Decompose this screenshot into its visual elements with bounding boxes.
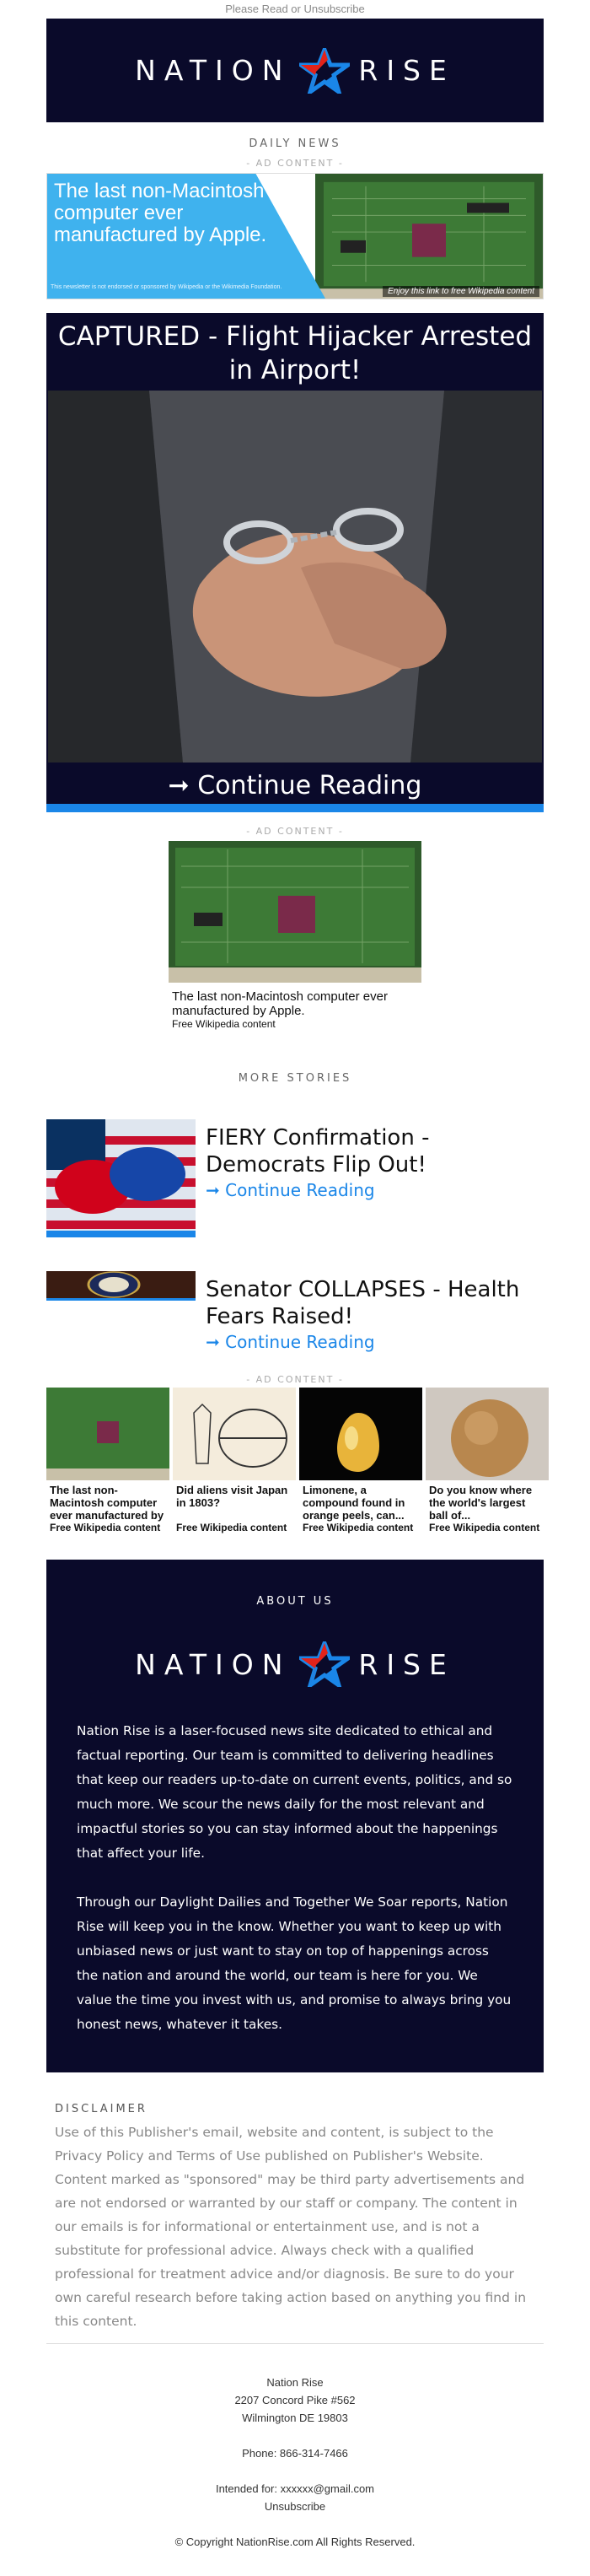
story-item[interactable] (46, 1119, 544, 1237)
star-logo-icon (299, 48, 350, 94)
story-headline: Senator COLLAPSES - Health Fears Raised! (206, 1277, 520, 1329)
ad-content-label: - AD CONTENT - (246, 826, 344, 837)
disclaimer-label: DISCLAIMER (55, 2103, 148, 2115)
daily-news-label: DAILY NEWS (249, 137, 341, 150)
logo-word-nation: NATION (135, 54, 292, 87)
ad-grid-card[interactable] (299, 1388, 422, 1533)
about-us-section (46, 1560, 544, 2072)
ad-grid-card[interactable] (426, 1388, 549, 1533)
feature-accent-bar (46, 804, 544, 812)
limonene-pear-image (299, 1388, 422, 1480)
ad-card-title: The last non-Macintosh computer ever manufactured by Apple. (172, 989, 388, 1018)
disclaimer-text: Use of this Publisher's email, website and content, is subject to the Privacy Policy and Terms of Use published on Publisher's Website. Content marked as "sponsored" may be third party advertisements and are not endorsed or warranted by our staff or company. The content in our emails is for informational or entertainment use, and is not a substitute for professional advice. Always check with a qualified professional for treatment advice and/or diagnosis. Be sure to do your own careful research before taking action based on anything you find in this content. (55, 2125, 527, 2329)
top-ad-caption: Enjoy this link to free Wikipedia content (383, 286, 539, 297)
more-stories-label: MORE STORIES (238, 1072, 352, 1085)
ad-grid-card-title: The last non-Macintosh computer ever manufactured by (50, 1484, 164, 1522)
ad-grid-card-source: Free Wikipedia content (303, 1522, 414, 1533)
feature-continue-reading[interactable]: ➞ Continue Reading (168, 771, 422, 800)
footer-address-line-2: Wilmington DE 19803 (242, 2412, 348, 2424)
circuit-board-image (315, 174, 543, 299)
utsuro-bune-illustration (173, 1388, 296, 1480)
preheader (0, 0, 590, 19)
ad-content-label: - AD CONTENT - (246, 1374, 344, 1385)
ad-grid-card[interactable] (173, 1388, 296, 1533)
header-logo-bar (46, 19, 544, 122)
about-paragraph-1: Nation Rise is a laser-focused news site dedicated to ethical and factual reporting. Our team is committed to delivering headlines that keep our readers up-to-date on current events, politics, and so much more. We scour the news daily for the most relevant and impactful stories so you can stay informed about the happenings that affect your life. (77, 1723, 512, 1861)
disclaimer-section (46, 2103, 544, 2333)
ad-grid-card-title: Did aliens visit Japan in 1803? (176, 1484, 288, 1509)
circuit-board-image (46, 1388, 169, 1480)
footer-company-name: Nation Rise (266, 2376, 324, 2389)
twine-ball-image (426, 1388, 549, 1480)
ad-grid-card-source: Free Wikipedia content (50, 1522, 161, 1533)
feature-image-link[interactable] (46, 391, 544, 763)
preheader-link[interactable]: Please Read or Unsubscribe (225, 3, 365, 15)
circuit-board-image (169, 841, 421, 983)
ad-grid-card[interactable] (46, 1388, 169, 1533)
nation-rise-logo[interactable] (77, 1641, 513, 1687)
ad-card-source: Free Wikipedia content (172, 1018, 276, 1030)
top-ad-banner[interactable] (46, 173, 544, 299)
ad-card-large[interactable] (169, 841, 421, 1030)
about-paragraph-2: Through our Daylight Dailies and Together We Soar reports, Nation Rise will keep you in the know. Whether you want to keep up with unbiased news or just want to stay on top of happenings across the nation and around the world, our team is here for you. We value the time you invest with us, and promise to always bring you honest news, whatever it takes. (77, 1894, 512, 2032)
unsubscribe-link[interactable]: Unsubscribe (264, 2500, 326, 2513)
footer (46, 2344, 544, 2576)
footer-address-line-1: 2207 Concord Pike #562 (234, 2394, 356, 2406)
story-headline: FIERY Confirmation - Democrats Flip Out! (206, 1125, 430, 1178)
footer-intended-for: Intended for: xxxxxx@gmail.com (215, 2482, 375, 2495)
feature-story (46, 313, 544, 812)
star-logo-icon (299, 1641, 350, 1687)
logo-word-rise: RISE (358, 1647, 455, 1681)
feature-title: CAPTURED - Flight Hijacker Arrested in Airport! (57, 321, 533, 385)
top-ad-headline: The last non-Macintosh computer ever manufactured by Apple. (54, 180, 267, 246)
logo-word-nation: NATION (135, 1647, 292, 1681)
nation-rise-logo[interactable] (135, 48, 455, 94)
ad-grid-card-source: Free Wikipedia content (429, 1522, 540, 1533)
story-continue-reading: ➞ Continue Reading (206, 1180, 375, 1200)
about-us-label: ABOUT US (256, 1595, 334, 1608)
ad-grid-card-source: Free Wikipedia content (176, 1522, 287, 1533)
story-item[interactable] (46, 1271, 544, 1352)
feature-title-link[interactable] (46, 318, 544, 391)
ad-grid-card-title: Limonene, a compound found in orange peels, can... (303, 1484, 405, 1522)
ad-grid (46, 1388, 544, 1533)
footer-phone: Phone: 866-314-7466 (242, 2447, 348, 2460)
ad-grid-card-title: Do you know where the world's largest ball of... (429, 1484, 533, 1522)
boxing-gloves-image (46, 1119, 196, 1237)
logo-word-rise: RISE (358, 54, 455, 87)
footer-copyright: © Copyright NationRise.com All Rights Reserved. (174, 2536, 416, 2548)
handcuffs-image (48, 391, 542, 763)
top-ad-disclaimer: This newsletter is not endorsed or sponsored by Wikipedia or the Wikimedia Foundation. (51, 284, 282, 290)
senate-seal-image (46, 1271, 196, 1330)
story-continue-reading: ➞ Continue Reading (206, 1332, 375, 1352)
ad-content-label: - AD CONTENT - (246, 158, 344, 169)
